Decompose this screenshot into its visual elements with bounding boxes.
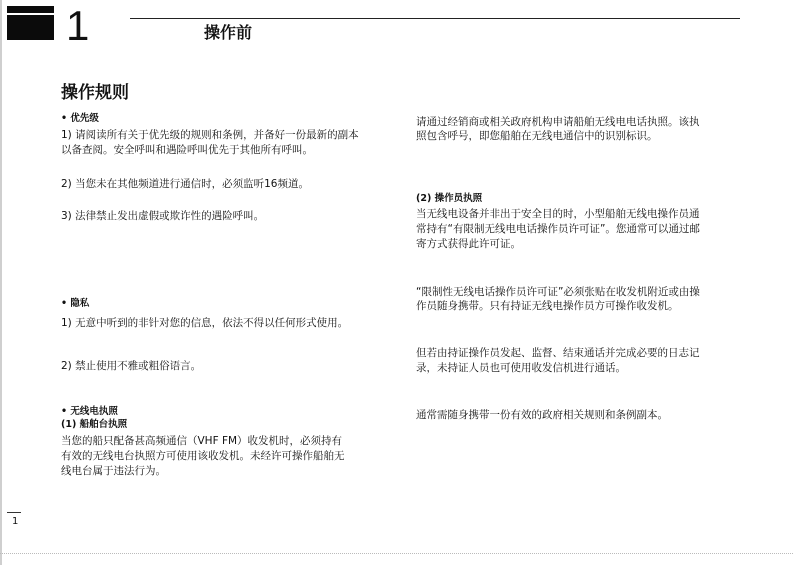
scan-bottom-edge (0, 553, 793, 555)
priority-rule-3: 3) 法律禁止发出虚假或欺诈性的遇险呼叫。 (61, 210, 265, 222)
privacy-rule-1: 1) 无意中听到的非针对您的信息，依法不得以任何形式使用。 (61, 317, 349, 329)
privacy-heading: • 隐私 (61, 298, 90, 309)
priority-rule-1-line-2: 以备查阅。安全呼叫和遇险呼叫优先于其他所有呼叫。 (61, 144, 313, 156)
priority-heading: • 优先级 (61, 113, 99, 124)
right-para-3-line-2: 作员随身携带。只有持证无线电操作员方可操作收发机。 (416, 300, 679, 312)
right-para-5: 通常需随身携带一份有效的政府相关规则和条例副本。 (416, 409, 668, 421)
right-para-1-line-2: 照包含呼号，即您船舶在无线电通信中的识别标识。 (416, 130, 658, 142)
chapter-number: 1 (66, 2, 90, 49)
license-heading: • 无线电执照 (61, 406, 118, 417)
header-rule (130, 18, 740, 19)
ship-license-line-3: 线电台属于违法行为。 (61, 465, 166, 477)
right-para-1-line-1: 请通过经销商或相关政府机构申请船舶无线电电话执照。该执 (416, 116, 700, 128)
chapter-tab-marker (7, 6, 54, 40)
right-para-4-line-1: 但若由持证操作员发起、监督、结束通话并完成必要的日志记 (416, 347, 700, 359)
ship-license-line-1: 当您的船只配备甚高频通信（VHF FM）收发机时，必须持有 (61, 435, 343, 447)
ship-license-line-2: 有效的无线电台执照方可使用该收发机。未经许可操作船舶无 (61, 450, 345, 462)
section-title: 操作规则 (61, 83, 129, 103)
chapter-title: 操作前 (204, 23, 253, 42)
right-para-2-line-2: 常持有“有限制无线电电话操作员许可证”。您通常可以通过邮 (416, 223, 700, 235)
privacy-rule-2: 2) 禁止使用不雅或粗俗语言。 (61, 360, 202, 372)
scan-left-edge (0, 0, 2, 565)
right-para-2-line-3: 寄方式获得此许可证。 (416, 238, 521, 250)
page-number: 1 (12, 516, 19, 527)
right-para-3-line-1: “限制性无线电话操作员许可证”必须张贴在收发机附近或由操 (416, 286, 700, 298)
operator-license-heading: (2) 操作员执照 (416, 193, 483, 204)
priority-rule-2: 2) 当您未在其他频道进行通信时，必须监听16频道。 (61, 178, 309, 190)
chapter-tab-stripe (7, 13, 54, 15)
ship-license-subheading: (1) 船舶台执照 (61, 419, 128, 430)
priority-rule-1-line-1: 1) 请阅读所有关于优先级的规则和条例，并备好一份最新的副本 (61, 129, 359, 141)
right-para-4-line-2: 录，未持证人员也可使用收发信机进行通话。 (416, 362, 626, 374)
footer-rule (7, 512, 21, 513)
right-para-2-line-1: 当无线电设备并非出于安全目的时，小型船舶无线电操作员通 (416, 208, 700, 220)
